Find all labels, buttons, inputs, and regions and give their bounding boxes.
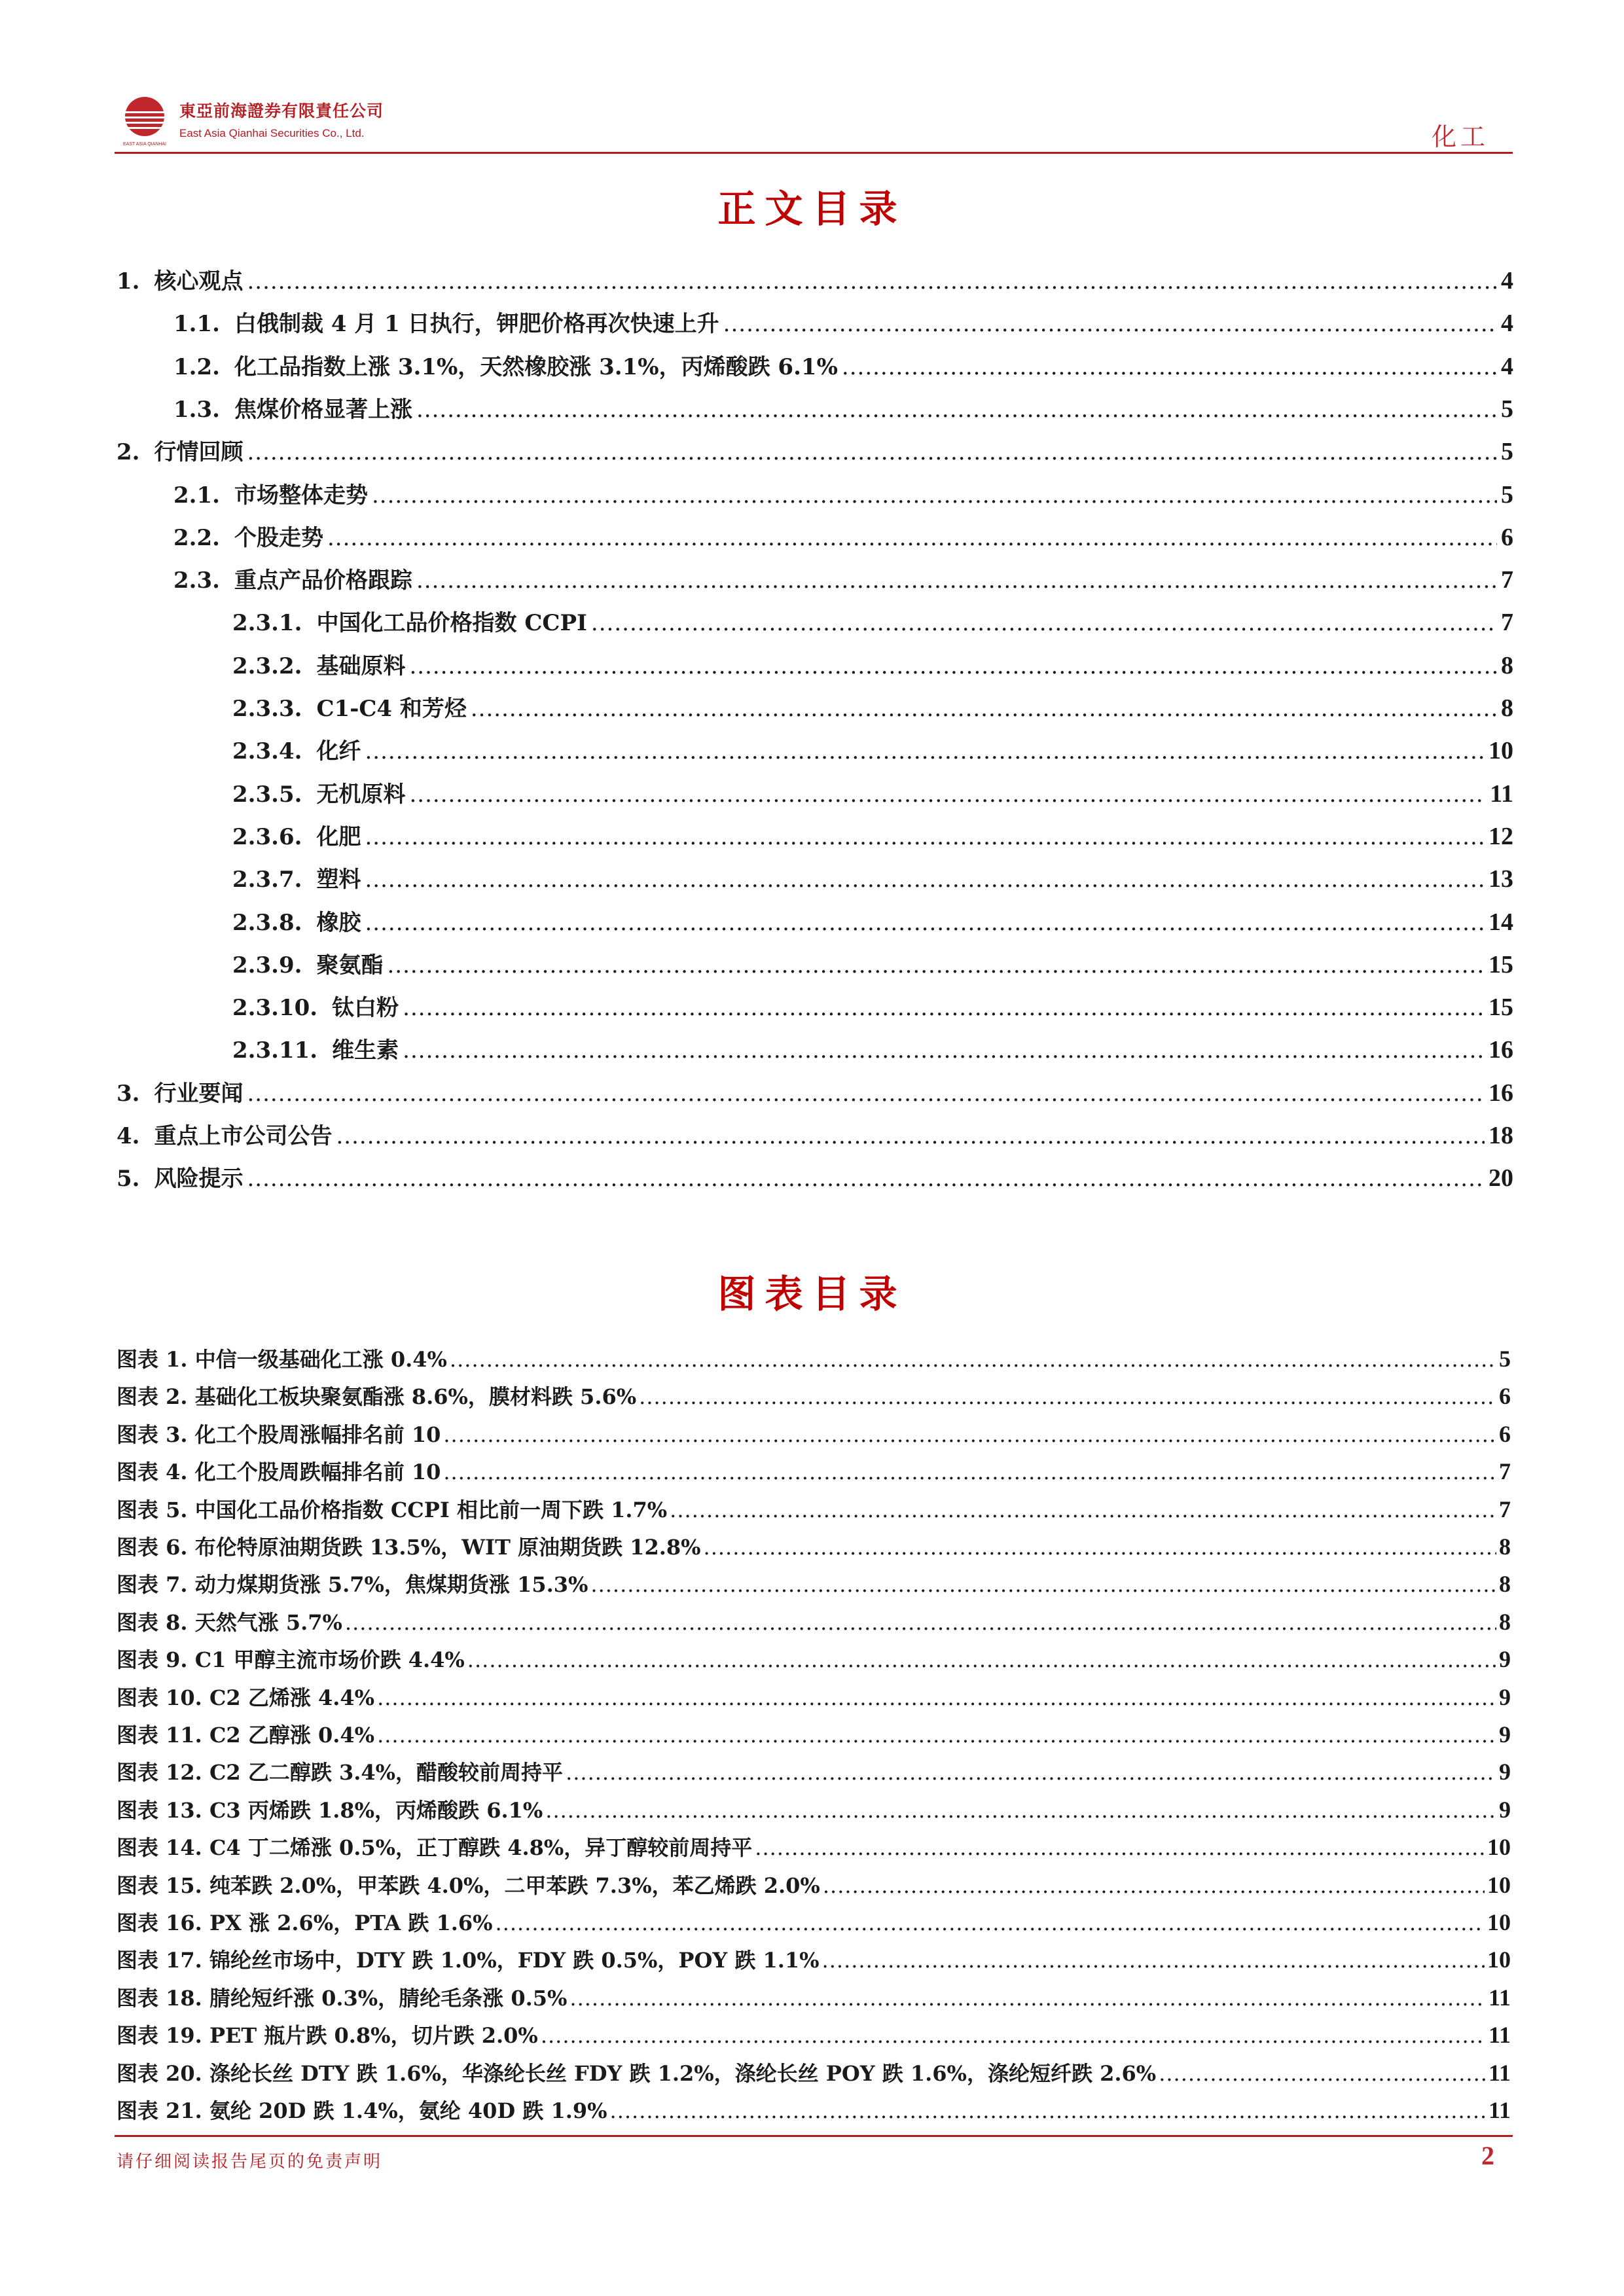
toc-entry-number: 2.3.7.: [232, 867, 302, 893]
company-name-cn: 東亞前海證券有限責任公司: [179, 101, 384, 120]
toc-entry-number: 5.: [117, 1166, 140, 1193]
toc-entry-title: 行情回顾: [154, 439, 244, 466]
toc-entry-title: 维生素: [332, 1037, 399, 1064]
figure-leader-dots: [450, 1347, 1496, 1372]
figure-leader-dots: [823, 1873, 1485, 1898]
figure-entry-title: 图表 18. 腈纶短纤涨 0.3%，腈纶毛条涨 0.5%: [117, 1985, 568, 2011]
toc-leader-dots: [403, 995, 1485, 1021]
figure-entry-page: 6: [1499, 1383, 1511, 1410]
figure-leader-dots: [377, 1685, 1496, 1710]
toc-entry-title: 无机原料: [316, 781, 406, 808]
figure-entry[interactable]: [117, 2057, 1511, 2087]
figure-leader-dots: [345, 1610, 1496, 1635]
figure-entry[interactable]: [117, 1568, 1511, 1598]
toc-entry-page: 15: [1489, 950, 1513, 978]
toc-entry-number: 2.3.8.: [232, 909, 302, 936]
figure-entry-page: 9: [1499, 1721, 1511, 1748]
toc-entry-title: 基础原料: [316, 653, 406, 679]
toc-entry-title: 化工品指数上涨 3.1%，天然橡胶涨 3.1%，丙烯酸跌 6.1%: [234, 353, 838, 380]
figure-entry[interactable]: [117, 1794, 1511, 1824]
toc-title: 正文目录: [717, 187, 907, 231]
toc-entry[interactable]: [232, 776, 1513, 806]
figure-entry-title: 图表 3. 化工个股周涨幅排名前 10: [117, 1422, 441, 1447]
toc-leader-dots: [723, 311, 1497, 337]
toc-entry-page: 5: [1501, 395, 1513, 423]
toc-leader-dots: [247, 439, 1498, 465]
toc-leader-dots: [591, 610, 1497, 636]
figure-entry-title: 图表 12. C2 乙二醇跌 3.4%，醋酸较前周持平: [117, 1760, 564, 1785]
figure-entry-page: 9: [1499, 1796, 1511, 1823]
figure-entry-title: 图表 15. 纯苯跌 2.0%，甲苯跌 4.0%，二甲苯跌 7.3%，苯乙烯跌 2.0%: [117, 1873, 820, 1898]
figure-entry-title: 图表 10. C2 乙烯涨 4.4%: [117, 1685, 375, 1710]
toc-entry-title: 钛白粉: [332, 995, 399, 1022]
figure-entry[interactable]: [117, 1456, 1511, 1486]
logo-caption: EAST ASIA QIANHAI: [122, 142, 167, 147]
toc-entry-number: 2.3.9.: [232, 952, 302, 978]
toc-entry-title: 塑料: [316, 867, 361, 893]
toc-entry-title: C1-C4 和芳烃: [316, 696, 467, 722]
toc-entry[interactable]: [232, 1032, 1513, 1062]
figure-leader-dots: [590, 1572, 1496, 1597]
figure-entry[interactable]: [117, 1380, 1511, 1410]
toc-entry-number: 2.3.3.: [232, 696, 302, 722]
figure-entry-page: 8: [1499, 1534, 1511, 1560]
figure-entry-title: 图表 8. 天然气涨 5.7%: [117, 1609, 342, 1635]
toc-entry[interactable]: [173, 477, 1513, 507]
company-brand: [179, 98, 384, 140]
figure-entry[interactable]: [117, 1756, 1511, 1786]
toc-leader-dots: [336, 1123, 1485, 1149]
toc-entry-title: 重点上市公司公告: [154, 1123, 333, 1149]
figure-entry-page: 9: [1499, 1759, 1511, 1785]
toc-leader-dots: [387, 952, 1485, 978]
figure-leader-dots: [545, 1798, 1496, 1823]
toc-entry-number: 3.: [117, 1080, 140, 1107]
company-logo-icon: [117, 92, 173, 148]
toc-leader-dots: [416, 397, 1497, 423]
toc-leader-dots: [471, 696, 1497, 722]
toc-entry-page: 5: [1501, 480, 1513, 509]
toc-entry-number: 2.3.10.: [232, 995, 318, 1022]
page-number: 2: [1481, 2141, 1494, 2170]
toc-entry-number: 2.3.1.: [232, 610, 302, 637]
toc-entry-title: 白俄制裁 4 月 1 日执行，钾肥价格再次快速上升: [234, 311, 719, 338]
toc-entry-page: 4: [1501, 352, 1513, 380]
figure-entry-page: 11: [1488, 1984, 1511, 2011]
toc-entry-number: 1.2.: [173, 353, 220, 380]
figure-leader-dots: [443, 1422, 1496, 1447]
toc-entry-number: 2.3.5.: [232, 781, 302, 808]
figure-entry-title: 图表 17. 锦纶丝市场中，DTY 跌 1.0%，FDY 跌 0.5%，POY 跌 1.1%: [117, 1948, 820, 1973]
toc-entry-title: 核心观点: [154, 268, 244, 295]
toc-entry-title: 焦煤价格显著上涨: [234, 396, 412, 423]
figure-leader-dots: [822, 1948, 1485, 1973]
toc-entry[interactable]: [232, 990, 1513, 1020]
figure-leader-dots: [467, 1647, 1496, 1672]
figure-leader-dots: [541, 2023, 1486, 2048]
toc-entry[interactable]: [232, 648, 1513, 678]
toc-entry[interactable]: [173, 349, 1513, 379]
figure-leader-dots: [1159, 2061, 1486, 2086]
figure-entry-page: 10: [1487, 1871, 1511, 1898]
figure-entry-title: 图表 5. 中国化工品价格指数 CCPI 相比前一周下跌 1.7%: [117, 1497, 668, 1522]
figure-entry-title: 图表 6. 布伦特原油期货跌 13.5%，WIT 原油期货跌 12.8%: [117, 1535, 701, 1560]
toc-entry[interactable]: [173, 306, 1513, 336]
header-divider: [115, 152, 1513, 154]
footer-divider: [115, 2135, 1513, 2137]
toc-entry-title: 化纤: [316, 738, 361, 765]
toc-entry[interactable]: [232, 861, 1513, 891]
figure-entry-page: 7: [1499, 1458, 1511, 1485]
company-name-en: East Asia Qianhai Securities Co., Ltd.: [179, 127, 365, 139]
figure-entry[interactable]: [117, 1343, 1511, 1373]
figure-entry-page: 11: [1488, 2097, 1511, 2123]
toc-entry[interactable]: [173, 391, 1513, 422]
toc-entry-number: 2.3.2.: [232, 653, 302, 679]
toc-entry-number: 2.1.: [173, 482, 220, 509]
toc-entry-page: 14: [1489, 908, 1513, 936]
figure-entry-title: 图表 21. 氨纶 20D 跌 1.4%，氨纶 40D 跌 1.9%: [117, 2098, 607, 2123]
figure-entry[interactable]: [117, 1681, 1511, 1712]
toc-leader-dots: [247, 1081, 1485, 1107]
toc-entry-page: 20: [1489, 1164, 1513, 1193]
figure-entry-page: 6: [1499, 1420, 1511, 1447]
figure-leader-dots: [639, 1384, 1496, 1409]
toc-entry-title: 聚氨酯: [316, 952, 384, 978]
figure-leader-dots: [569, 1986, 1486, 2011]
toc-entry-title: 重点产品价格跟踪: [234, 567, 412, 594]
toc-entry[interactable]: [117, 1160, 1513, 1191]
figure-entry-title: 图表 4. 化工个股周跌幅排名前 10: [117, 1460, 441, 1485]
figure-entry-page: 11: [1488, 2059, 1511, 2086]
figure-entry-page: 9: [1499, 1683, 1511, 1710]
figure-entry[interactable]: [117, 1606, 1511, 1636]
figure-leader-dots: [755, 1835, 1485, 1860]
toc-leader-dots: [365, 738, 1485, 764]
figure-entry-title: 图表 14. C4 丁二烯涨 0.5%，正丁醇跌 4.8%，异丁醇较前周持平: [117, 1835, 753, 1861]
figure-entry[interactable]: [117, 1719, 1511, 1749]
figure-entry-page: 9: [1499, 1646, 1511, 1673]
toc-entry[interactable]: [117, 434, 1513, 464]
toc-entry-page: 13: [1489, 865, 1513, 893]
toc-entry[interactable]: [232, 819, 1513, 849]
figure-entry-title: 图表 16. PX 涨 2.6%，PTA 跌 1.6%: [117, 1910, 493, 1935]
toc-entry[interactable]: [173, 520, 1513, 550]
figure-entry[interactable]: [117, 1869, 1511, 1899]
toc-entry-page: 4: [1501, 310, 1513, 338]
figure-entry[interactable]: [117, 1494, 1511, 1524]
toc-entry-number: 2.3.11.: [232, 1037, 318, 1064]
toc-entry-number: 2.3.: [173, 567, 220, 594]
figure-entry-page: 8: [1499, 1571, 1511, 1598]
footer-disclaimer: 请仔细阅读报告尾页的免责声明: [117, 2152, 383, 2172]
figure-entry[interactable]: [117, 1418, 1511, 1448]
toc-entry-title: 化肥: [316, 823, 361, 850]
toc-entry[interactable]: [232, 905, 1513, 935]
toc-leader-dots: [372, 482, 1497, 509]
toc-entry-page: 7: [1501, 566, 1513, 594]
toc-entry[interactable]: [232, 605, 1513, 635]
toc-leader-dots: [416, 567, 1497, 594]
figure-entry[interactable]: [117, 1531, 1511, 1561]
figure-leader-dots: [443, 1460, 1496, 1484]
toc-entry-page: 6: [1501, 523, 1513, 551]
figure-entry-page: 10: [1487, 1946, 1511, 1973]
toc-leader-dots: [247, 1166, 1485, 1192]
figure-leader-dots: [610, 2098, 1486, 2123]
toc-entry-title: 市场整体走势: [234, 482, 368, 509]
toc-leader-dots: [403, 1037, 1485, 1064]
figure-entry[interactable]: [117, 1831, 1511, 1861]
toc-leader-dots: [409, 653, 1497, 679]
figure-entry-title: 图表 13. C3 丙烯跌 1.8%，丙烯酸跌 6.1%: [117, 1797, 543, 1823]
figure-leader-dots: [566, 1760, 1496, 1785]
figure-entry-page: 8: [1499, 1608, 1511, 1635]
toc-entry-title: 橡胶: [316, 909, 361, 936]
figure-entry[interactable]: [117, 2094, 1511, 2125]
toc-entry-page: 10: [1489, 737, 1513, 765]
figure-entry-page: 10: [1487, 1909, 1511, 1935]
figure-entry-page: 11: [1488, 2022, 1511, 2049]
figure-entry-title: 图表 9. C1 甲醇主流市场价跌 4.4%: [117, 1647, 465, 1673]
toc-entry-page: 5: [1501, 438, 1513, 466]
toc-entry-page: 8: [1501, 651, 1513, 679]
figure-entry-title: 图表 11. C2 乙醇涨 0.4%: [117, 1723, 375, 1748]
industry-label: 化工: [1431, 122, 1489, 151]
toc-entry-number: 2.3.4.: [232, 738, 302, 765]
toc-leader-dots: [842, 354, 1497, 380]
figure-entry[interactable]: [117, 1643, 1511, 1674]
figure-leader-dots: [496, 1910, 1485, 1935]
toc-entry-title: 个股走势: [234, 524, 323, 551]
toc-entry-page: 11: [1490, 780, 1513, 808]
toc-entry[interactable]: [117, 1118, 1513, 1148]
toc-entry[interactable]: [173, 562, 1513, 592]
toc-entry[interactable]: [117, 263, 1513, 293]
figure-entry-page: 10: [1487, 1834, 1511, 1861]
figure-entry-title: 图表 19. PET 瓶片跌 0.8%，切片跌 2.0%: [117, 2023, 538, 2049]
toc-entry-number: 1.: [117, 268, 140, 295]
toc-entry-page: 4: [1501, 267, 1513, 295]
toc-leader-dots: [365, 824, 1485, 850]
figure-leader-dots: [670, 1498, 1496, 1522]
toc-entry-page: 7: [1501, 609, 1513, 637]
toc-entry-number: 2.3.6.: [232, 823, 302, 850]
figure-entry[interactable]: [117, 1944, 1511, 1974]
toc-entry-title: 行业要闻: [154, 1080, 244, 1107]
toc-entry[interactable]: [232, 733, 1513, 763]
toc-entry-number: 2.2.: [173, 524, 220, 551]
figure-leader-dots: [377, 1723, 1496, 1748]
figure-entry-page: 7: [1499, 1496, 1511, 1522]
toc-leader-dots: [365, 910, 1485, 936]
toc-entry[interactable]: [232, 691, 1513, 721]
figure-entry[interactable]: [117, 1907, 1511, 1937]
toc-leader-dots: [247, 268, 1498, 295]
toc-entry-page: 16: [1489, 1079, 1513, 1107]
toc-entry-title: 风险提示: [154, 1166, 244, 1193]
toc-entry-page: 15: [1489, 994, 1513, 1022]
toc-entry-page: 18: [1489, 1122, 1513, 1149]
figure-entry[interactable]: [117, 2019, 1511, 2049]
toc-entry[interactable]: [117, 1075, 1513, 1105]
figure-entry-title: 图表 1. 中信一级基础化工涨 0.4%: [117, 1347, 447, 1372]
figure-leader-dots: [704, 1535, 1496, 1560]
toc-entry-number: 1.3.: [173, 396, 220, 423]
toc-entry-number: 2.: [117, 439, 140, 466]
figures-title: 图表目录: [717, 1272, 907, 1316]
toc-leader-dots: [327, 525, 1497, 551]
toc-entry-page: 12: [1489, 822, 1513, 850]
figure-entry[interactable]: [117, 1982, 1511, 2012]
toc-entry-number: 4.: [117, 1123, 140, 1149]
toc-entry-page: 8: [1501, 694, 1513, 722]
toc-leader-dots: [409, 781, 1486, 808]
figure-entry-title: 图表 2. 基础化工板块聚氨酯涨 8.6%，膜材料跌 5.6%: [117, 1384, 637, 1410]
figure-entry-title: 图表 20. 涤纶长丝 DTY 跌 1.6%，华涤纶长丝 FDY 跌 1.2%，涤纶长丝 POY 跌 1.6%，涤纶短纤跌 2.6%: [117, 2060, 1157, 2086]
toc-leader-dots: [365, 867, 1485, 893]
figure-entry-page: 5: [1499, 1346, 1511, 1372]
toc-entry[interactable]: [232, 947, 1513, 977]
toc-entry-page: 16: [1489, 1036, 1513, 1064]
toc-entry-title: 中国化工品价格指数 CCPI: [316, 610, 587, 637]
toc-entry-number: 1.1.: [173, 311, 220, 338]
figure-entry-title: 图表 7. 动力煤期货涨 5.7%，焦煤期货涨 15.3%: [117, 1572, 588, 1598]
